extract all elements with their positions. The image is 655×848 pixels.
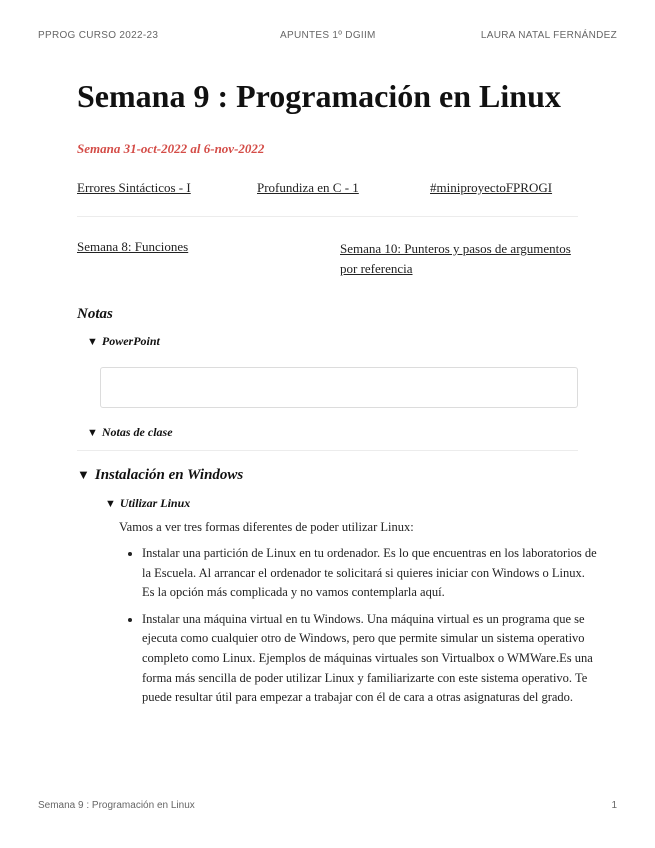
divider xyxy=(77,216,578,217)
toggle-notas-clase-label: Notas de clase xyxy=(101,425,173,439)
options-list xyxy=(124,544,597,715)
toggle-powerpoint-label: PowerPoint xyxy=(101,334,160,348)
list-item: • Instalar una máquina virtual en tu Windows. Una máquina virtual es un programa que se ejecuta como cualquier otro de Windows, pero que permite simular un sistema operativo completo como Linux. Ejemplos de máquinas virtuales son Virtualbox o WMWare.Es una forma más sencilla de poder utilizar Linux y familiarizarte con este sistema operativo. Te puede resultar útil para empezar a trabajar con él de cara a otras asignaturas del grado. xyxy=(142,610,597,708)
link-next-week[interactable]: Semana 10: Punteros y pasos de argumentos por referencia xyxy=(340,241,571,276)
link-prev-week[interactable]: Semana 8: Funciones xyxy=(77,239,189,254)
page-title: Semana 9 : Programación en Linux xyxy=(77,78,561,114)
toggle-triangle-icon: ▼ xyxy=(87,427,98,439)
toggle-triangle-icon: ▼ xyxy=(87,336,98,348)
toggle-notas-clase[interactable] xyxy=(87,425,173,440)
toggle-triangle-icon: ▼ xyxy=(105,498,116,510)
list-item: • Instalar una partición de Linux en tu ordenador. Es lo que encuentras en los laboratorios de la Escuela. Al arrancar el ordenador te solicitará si quieres iniciar con Windows o Linux. Es la opción más complicada y no vamos contemplarla aquí. xyxy=(142,544,597,603)
page-footer-title: Semana 9 : Programación en Linux xyxy=(38,800,195,811)
toggle-triangle-icon: ▼ xyxy=(77,467,90,482)
utilizar-linux-label: Utilizar Linux xyxy=(119,496,191,510)
link-miniproyecto[interactable]: #miniproyectoFPROGI xyxy=(430,180,553,195)
link-errores-sintacticos[interactable]: Errores Sintácticos - I xyxy=(77,180,191,195)
powerpoint-embed[interactable] xyxy=(100,367,578,408)
instalacion-heading: Instalación en Windows xyxy=(94,467,244,483)
toggle-instalacion-windows[interactable] xyxy=(77,467,243,484)
intro-paragraph: Vamos a ver tres formas diferentes de poder utilizar Linux: xyxy=(119,520,414,534)
page-header-course: PPROG CURSO 2022-23 xyxy=(38,30,159,41)
notas-heading: Notas xyxy=(77,306,113,322)
link-profundiza-c[interactable]: Profundiza en C - 1 xyxy=(257,180,359,195)
week-date-range: Semana 31-oct-2022 al 6-nov-2022 xyxy=(77,141,265,156)
page-number: 1 xyxy=(611,800,617,811)
divider xyxy=(77,450,578,451)
page-header-notes: APUNTES 1º DGIIM xyxy=(280,30,376,41)
toggle-utilizar-linux[interactable] xyxy=(105,496,190,511)
page-header-author: LAURA NATAL FERNÁNDEZ xyxy=(480,30,617,41)
toggle-powerpoint[interactable] xyxy=(87,334,160,349)
